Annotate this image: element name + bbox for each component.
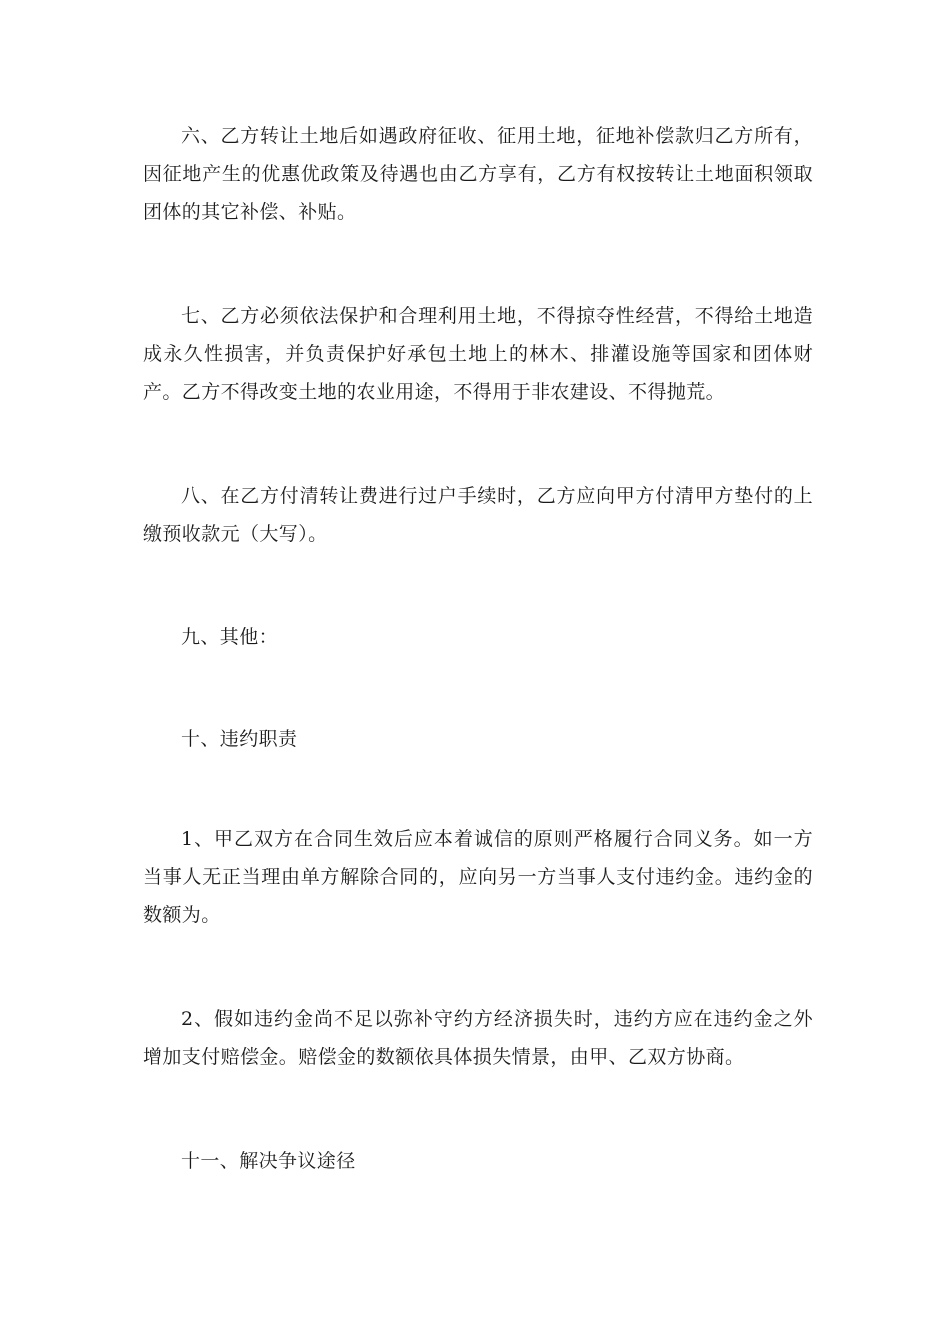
paragraph-clause-9: 九、其他：: [181, 626, 279, 648]
paragraph-clause-10-2: 2、假如违约金尚不足以弥补守约方经济损失时，违约方应在违约金之外增加支付赔偿金。赔偿金的数额依具体损失情景，由甲、乙双方协商。: [143, 1008, 813, 1068]
heading-clause-11: 十一、解决争议途径: [181, 1150, 356, 1172]
heading-clause-10: 十、违约职责: [181, 728, 298, 750]
paragraph-clause-7: 七、乙方必须依法保护和合理利用土地，不得掠夺性经营，不得给土地造成永久性损害，并负责保护好承包土地上的林木、排灌设施等国家和团体财产。乙方不得改变土地的农业用途，不得用于非农建设、不得抛荒。: [143, 305, 813, 403]
paragraph-clause-6: 六、乙方转让土地后如遇政府征收、征用土地，征地补偿款归乙方所有，因征地产生的优惠优政策及待遇也由乙方享有，乙方有权按转让土地面积领取团体的其它补偿、补贴。: [143, 125, 813, 223]
paragraph-clause-10-1: 1、甲乙双方在合同生效后应本着诚信的原则严格履行合同义务。如一方当事人无正当理由单方解除合同的，应向另一方当事人支付违约金。违约金的数额为。: [143, 828, 813, 926]
paragraph-clause-8: 八、在乙方付清转让费进行过户手续时，乙方应向甲方付清甲方垫付的上缴预收款元（大写）。: [143, 485, 813, 545]
